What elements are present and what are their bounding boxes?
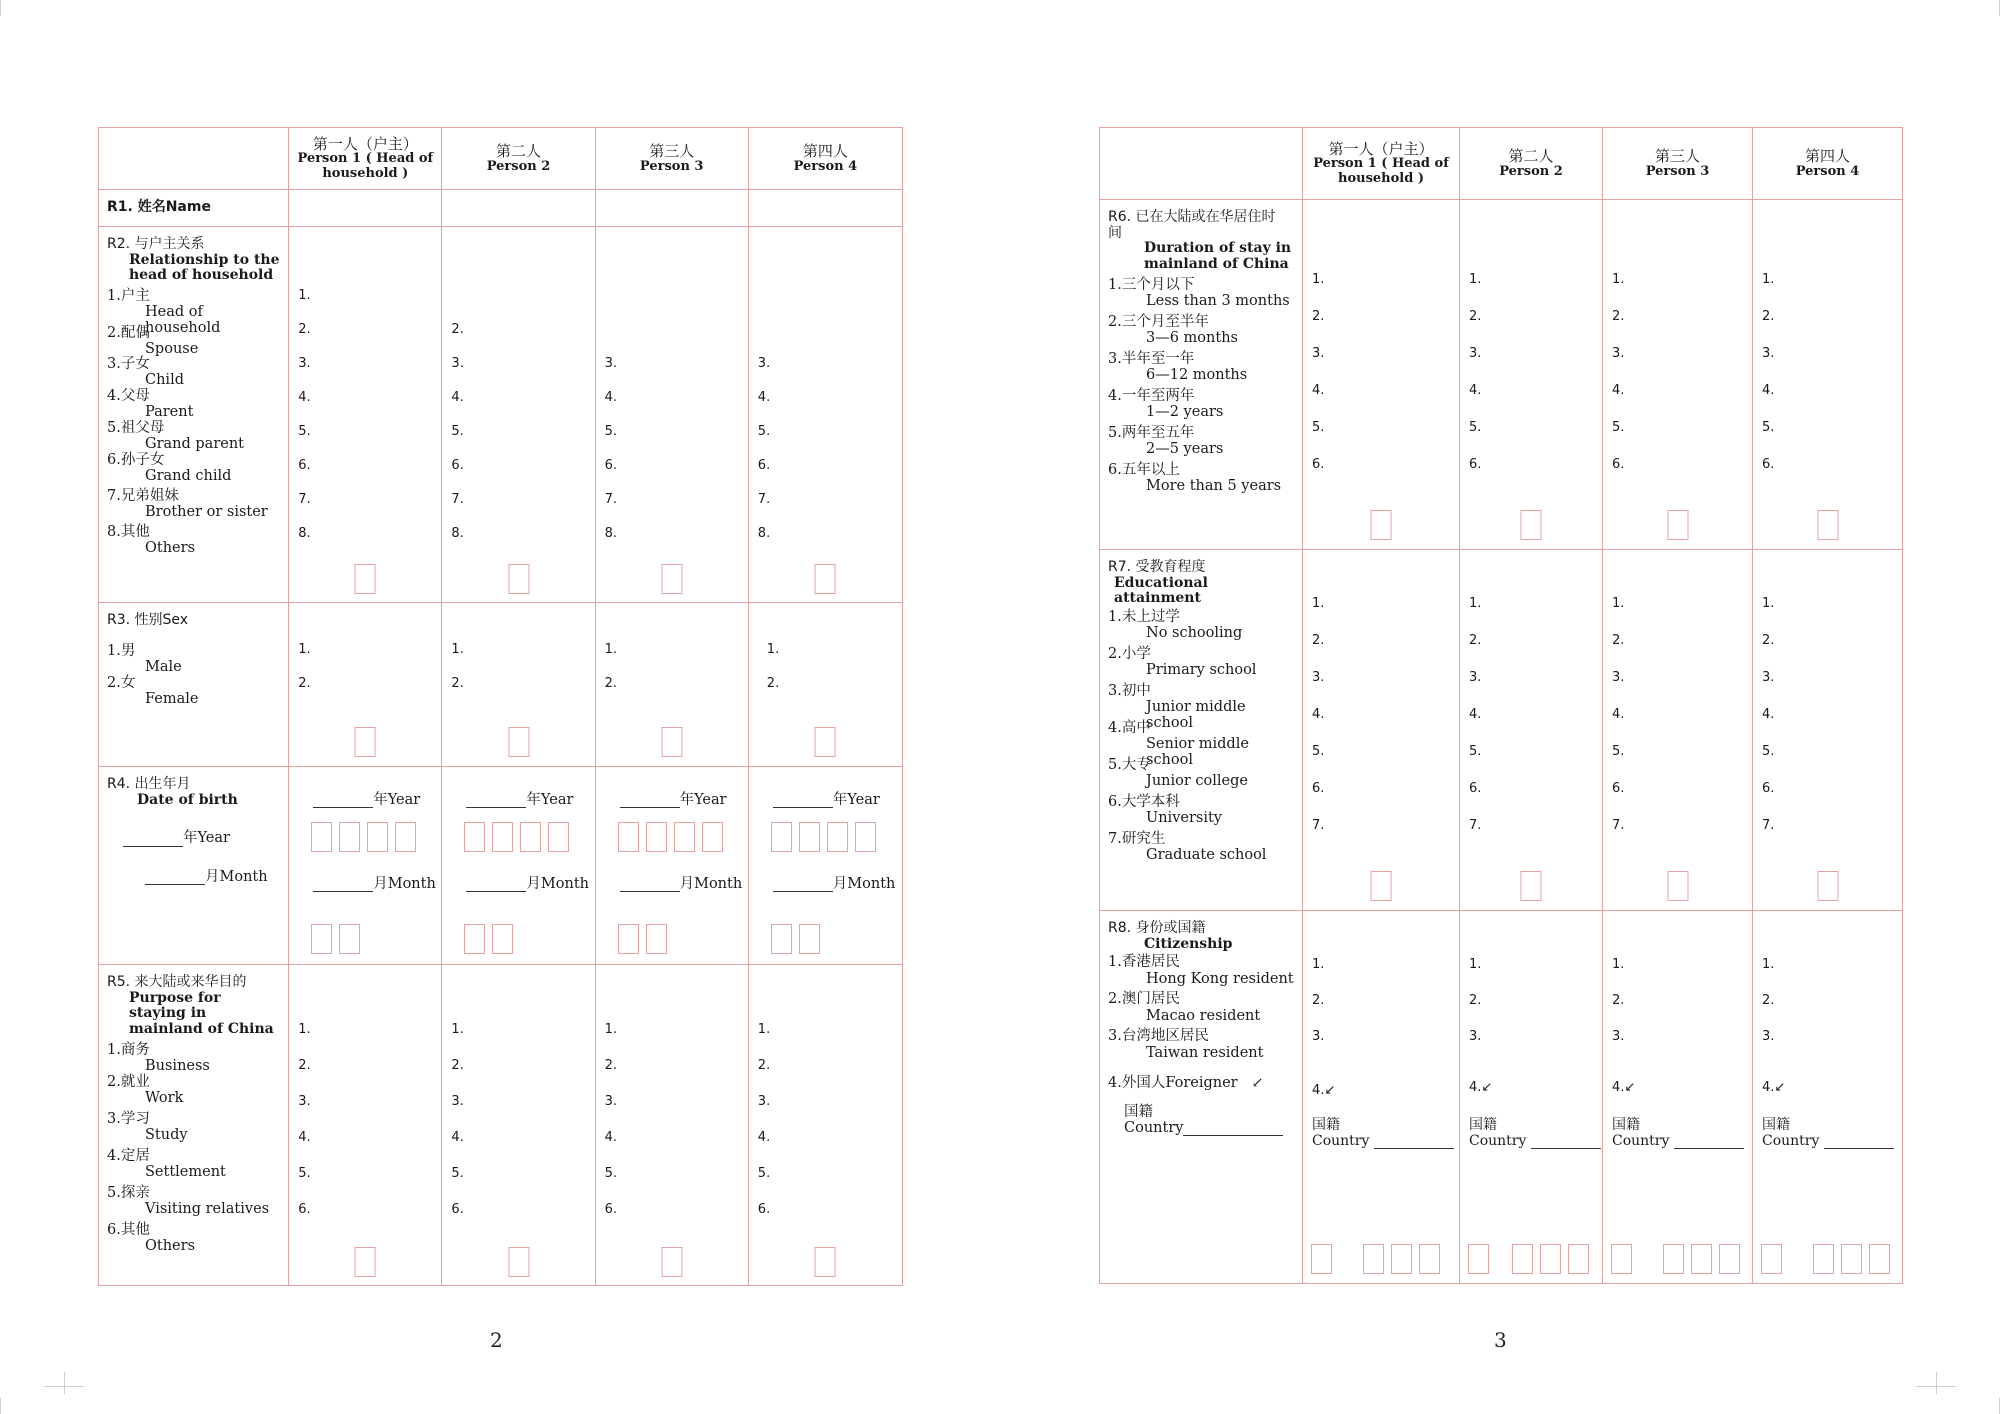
r4-p4-year-box[interactable] (855, 822, 876, 852)
r8-p2-country-box[interactable] (1568, 1244, 1589, 1274)
r5-option: 6.其他 Others (107, 1221, 196, 1254)
arrow-down-icon: ↙ (1624, 1080, 1636, 1095)
r8-p2-answers: 1. 2. 3. 4.↙ 国籍 Country (1460, 911, 1603, 1284)
r7-p1-code-box[interactable] (1371, 871, 1392, 901)
r3-option: 2.女 Female (107, 674, 199, 707)
r2-option: 8.其他 Others (107, 524, 196, 557)
r2-option: 5.祖父母 Grand parent (107, 420, 244, 453)
r5-p3-code-box[interactable] (661, 1247, 682, 1277)
crop-mark (1936, 1372, 1937, 1394)
arrow-down-icon: ↙ (1481, 1080, 1493, 1095)
r7-option: 5.大专 Junior college (1108, 757, 1248, 790)
r6-p1-answers: 1. 2. 3. 4. 5. 6. (1303, 200, 1460, 550)
r4-p3-month-box[interactable] (646, 924, 667, 954)
r5-question: R5. 来大陆或来华目的 Purpose for staying in mainland of China 1.商务 Business 2.就业 Work 3.学习 Study 4.定居 Settlement 5.探亲 Visiting relatives 6.其他 Others (99, 965, 289, 1286)
r4-p2-year-box[interactable] (492, 822, 513, 852)
crop-mark (64, 1372, 65, 1394)
r8-p1-country-box[interactable] (1363, 1244, 1384, 1274)
r4-year-line: 年Year (107, 830, 282, 846)
r6-option: 1.三个月以下 Less than 3 months (1108, 276, 1290, 309)
r4-p3-year-field[interactable]: 年Year (620, 792, 727, 808)
r7-question: R7. 受教育程度 Educational attainment 1.未上过学 No schooling 2.小学 Primary school 3.初中 Junior middle school 4.高中 Senior middle school 5.大专 Junior college 6.大学本科 University 7.研究生 Graduate school (1100, 550, 1303, 911)
r1-p4-name-field[interactable] (748, 190, 902, 227)
r8-p3-country-box[interactable] (1663, 1244, 1684, 1274)
r8-question: R8. 身份或国籍 Citizenship 1.香港居民 Hong Kong resident 2.澳门居民 Macao resident 3.台湾地区居民 Taiwan resident 4.外国人Foreigner ↙ 国籍 Country (1100, 911, 1303, 1284)
crop-mark (0, 1398, 1, 1414)
r4-p2-month-box[interactable] (464, 924, 485, 954)
r8-p1-country-box[interactable] (1391, 1244, 1412, 1274)
r8-foreigner-option: 4.外国人Foreigner ↙ (1108, 1075, 1264, 1092)
r2-option: 1.户主 Head of household (107, 288, 221, 337)
r3-p2-code-box[interactable] (508, 727, 529, 757)
r4-p4-month-box[interactable] (799, 924, 820, 954)
right-header-blank (1100, 128, 1303, 200)
r6-p4-answers: 1. 2. 3. 4. 5. 6. (1753, 200, 1903, 550)
r5-row (99, 965, 903, 1286)
r8-p1-code-box[interactable] (1311, 1244, 1332, 1274)
r6-p2-code-box[interactable] (1521, 510, 1542, 540)
r4-p1-year-box[interactable] (311, 822, 332, 852)
r8-p4-country-box[interactable] (1841, 1244, 1862, 1274)
r8-p3-country-field[interactable]: 国籍 Country (1612, 1118, 1744, 1149)
right-page-number: 3 (1494, 1328, 1507, 1352)
r6-p3-answers: 1. 2. 3. 4. 5. 6. (1603, 200, 1753, 550)
r3-p2-answers: 1. 2. (442, 603, 595, 767)
right-header-person1: 第一人（户主） Person 1 ( Head of household ) (1303, 128, 1460, 200)
r7-p4-answers: 1. 2. 3. 4. 5. 6. 7. (1753, 550, 1903, 911)
r6-option: 3.半年至一年 6—12 months (1108, 350, 1248, 383)
r7-row (1100, 550, 1903, 911)
r7-option: 1.未上过学 No schooling (1108, 609, 1243, 642)
r1-p2-name-field[interactable] (442, 190, 595, 227)
r5-p2-code-box[interactable] (508, 1247, 529, 1277)
r4-p1-year-box[interactable] (339, 822, 360, 852)
left-header-row (99, 128, 903, 190)
r7-p2-answers: 1. 2. 3. 4. 5. 6. 7. (1460, 550, 1603, 911)
r8-option: 3.台湾地区居民 Taiwan resident (1108, 1028, 1264, 1061)
r2-p2-code-box[interactable] (508, 564, 529, 594)
r5-option: 1.商务 Business (107, 1041, 210, 1074)
r4-p1-year-field[interactable]: 年Year (313, 792, 420, 808)
r2-option: 4.父母 Parent (107, 388, 194, 421)
r6-question: R6. 已在大陆或在华居住时间 Duration of stay in mainland of China 1.三个月以下 Less than 3 months 2.三个月至半年 3—6 months 3.半年至一年 6—12 months 4.一年至两年 1—2 years 5.两年至五年 2—5 years 6.五年以上 More than 5 years (1100, 200, 1303, 550)
r6-p1-code-box[interactable] (1371, 510, 1392, 540)
r8-p1-answers: 1. 2. 3. 4.↙ 国籍 Country (1303, 911, 1460, 1284)
r4-p2-year-field[interactable]: 年Year (466, 792, 573, 808)
r6-p4-code-box[interactable] (1817, 510, 1838, 540)
r1-p3-name-field[interactable] (595, 190, 748, 227)
crop-mark (1916, 1386, 1956, 1387)
r8-p1-country-box[interactable] (1419, 1244, 1440, 1274)
right-page-table (1099, 127, 1903, 1284)
r7-option: 4.高中 Senior middle school (1108, 720, 1249, 769)
r5-option: 3.学习 Study (107, 1110, 188, 1143)
left-header-person4: 第四人 Person 4 (748, 128, 902, 190)
arrow-down-icon: ↙ (1774, 1080, 1786, 1095)
r8-p3-country-box[interactable] (1719, 1244, 1740, 1274)
r1-p1-name-field[interactable] (289, 190, 442, 227)
r4-p3-month-field[interactable]: 月Month (620, 876, 743, 892)
r8-p3-country-box[interactable] (1691, 1244, 1712, 1274)
r4-p1-month-box[interactable] (311, 924, 332, 954)
r4-p1-birth (289, 767, 442, 965)
r4-p4-year-box[interactable] (799, 822, 820, 852)
r4-month-line: 月Month (107, 869, 282, 885)
r2-option: 3.子女 Child (107, 356, 184, 389)
r2-p1-code-box[interactable] (355, 564, 376, 594)
r8-option: 2.澳门居民 Macao resident (1108, 991, 1261, 1024)
r2-p3-code-box[interactable] (661, 564, 682, 594)
r4-p3-birth (595, 767, 748, 965)
r5-p1-code-box[interactable] (355, 1247, 376, 1277)
left-header-blank (99, 128, 289, 190)
r2-p3-answers: 3. 4. 5. 6. 7. 8. (595, 227, 748, 603)
r7-p1-answers: 1. 2. 3. 4. 5. 6. 7. (1303, 550, 1460, 911)
r8-p2-country-field[interactable]: 国籍 Country (1469, 1118, 1601, 1149)
left-page-number: 2 (490, 1328, 503, 1352)
r7-option: 2.小学 Primary school (1108, 646, 1257, 679)
right-header-person4: 第四人 Person 4 (1753, 128, 1903, 200)
right-header-row (1100, 128, 1903, 200)
arrow-down-icon: ↙ (1324, 1083, 1336, 1098)
r4-p2-year-box[interactable] (520, 822, 541, 852)
r3-p3-answers: 1. 2. (595, 603, 748, 767)
r1-question: R1. 姓名Name (99, 190, 289, 227)
r4-row (99, 767, 903, 965)
r8-p4-answers: 1. 2. 3. 4.↙ 国籍 Country (1753, 911, 1903, 1284)
arrow-down-icon: ↙ (1251, 1075, 1264, 1092)
r7-option: 6.大学本科 University (1108, 794, 1222, 827)
r8-p2-code-box[interactable] (1468, 1244, 1489, 1274)
r3-p3-code-box[interactable] (661, 727, 682, 757)
r6-option: 5.两年至五年 2—5 years (1108, 424, 1224, 457)
crop-mark (44, 1386, 84, 1387)
r3-option: 1.男 Male (107, 642, 182, 675)
r5-p2-answers: 1. 2. 3. 4. 5. 6. (442, 965, 595, 1286)
r4-p3-year-box[interactable] (646, 822, 667, 852)
r2-options (107, 288, 282, 556)
r3-row (99, 603, 903, 767)
r2-option: 6.孙子女 Grand child (107, 452, 232, 485)
left-header-person2: 第二人 Person 2 (442, 128, 595, 190)
r4-p2-year-box[interactable] (548, 822, 569, 852)
r2-p2-answers: 2. 3. 4. 5. 6. 7. 8. (442, 227, 595, 603)
r7-option: 3.初中 Junior middle school (1108, 683, 1246, 732)
r8-p4-country-box[interactable] (1869, 1244, 1890, 1274)
r4-p2-month-field[interactable]: 月Month (466, 876, 589, 892)
r2-p4-answers: 3. 4. 5. 6. 7. 8. (748, 227, 902, 603)
r6-row (1100, 200, 1903, 550)
r8-option: 1.香港居民 Hong Kong resident (1108, 954, 1294, 987)
r8-p1-country-field[interactable]: 国籍 Country (1312, 1118, 1454, 1149)
r6-option: 4.一年至两年 1—2 years (1108, 387, 1224, 420)
r4-p4-month-field[interactable]: 月Month (773, 876, 896, 892)
r2-option: 2.配偶 Spouse (107, 325, 199, 358)
r4-p4-year-box[interactable] (827, 822, 848, 852)
r7-p2-code-box[interactable] (1521, 871, 1542, 901)
r3-p1-answers: 1. 2. (289, 603, 442, 767)
r5-p3-answers: 1. 2. 3. 4. 5. 6. (595, 965, 748, 1286)
r3-p1-code-box[interactable] (355, 727, 376, 757)
r5-p4-answers: 1. 2. 3. 4. 5. 6. (748, 965, 902, 1286)
r3-p4-answers: 1. 2. (748, 603, 902, 767)
r5-p1-answers: 1. 2. 3. 4. 5. 6. (289, 965, 442, 1286)
r8-p4-country-field[interactable]: 国籍 Country (1762, 1118, 1894, 1149)
r8-p3-code-box[interactable] (1611, 1244, 1632, 1274)
r7-p3-answers: 1. 2. 3. 4. 5. 6. 7. (1603, 550, 1753, 911)
r2-option: 7.兄弟姐妹 Brother or sister (107, 488, 268, 521)
r4-p3-month-box[interactable] (618, 924, 639, 954)
left-header-person1: 第一人（户主） Person 1 ( Head of household ) (289, 128, 442, 190)
r3-p4-code-box[interactable] (815, 727, 836, 757)
r8-p2-country-box[interactable] (1540, 1244, 1561, 1274)
r7-p4-code-box[interactable] (1817, 871, 1838, 901)
r6-p2-answers: 1. 2. 3. 4. 5. 6. (1460, 200, 1603, 550)
r4-p2-year-box[interactable] (464, 822, 485, 852)
r4-question: R4. 出生年月 Date of birth 年Year 月Month (99, 767, 289, 965)
r1-row (99, 190, 903, 227)
r4-p3-year-box[interactable] (618, 822, 639, 852)
r4-p3-year-box[interactable] (674, 822, 695, 852)
r4-p1-year-box[interactable] (395, 822, 416, 852)
r8-p4-country-box[interactable] (1813, 1244, 1834, 1274)
right-header-person3: 第三人 Person 3 (1603, 128, 1753, 200)
crop-mark (0, 0, 1, 16)
r5-option: 4.定居 Settlement (107, 1147, 226, 1180)
r4-p1-year-box[interactable] (367, 822, 388, 852)
r3-question: R3. 性别Sex 1.男 Male 2.女 Female (99, 603, 289, 767)
r8-p3-answers: 1. 2. 3. 4.↙ 国籍 Country (1603, 911, 1753, 1284)
r6-option: 2.三个月至半年 3—6 months (1108, 313, 1238, 346)
r2-row (99, 227, 903, 603)
r6-p3-code-box[interactable] (1667, 510, 1688, 540)
r4-p2-month-box[interactable] (492, 924, 513, 954)
r5-option: 5.探亲 Visiting relatives (107, 1184, 270, 1217)
r4-p3-year-box[interactable] (702, 822, 723, 852)
r4-p4-month-box[interactable] (771, 924, 792, 954)
right-header-person2: 第二人 Person 2 (1460, 128, 1603, 200)
r4-p4-year-field[interactable]: 年Year (773, 792, 880, 808)
r4-p4-year-box[interactable] (771, 822, 792, 852)
r4-p1-month-field[interactable]: 月Month (313, 876, 436, 892)
r2-p1-answers: 1. 2. 3. 4. 5. 6. 7. 8. (289, 227, 442, 603)
r5-p4-code-box[interactable] (815, 1247, 836, 1277)
r8-row (1100, 911, 1903, 1284)
r4-p4-birth (748, 767, 902, 965)
r8-p2-country-box[interactable] (1512, 1244, 1533, 1274)
r8-country-label: 国籍 Country (1108, 1104, 1296, 1136)
r5-option: 2.就业 Work (107, 1073, 184, 1106)
r4-p2-birth (442, 767, 595, 965)
left-page-table (98, 127, 903, 1286)
r7-option: 7.研究生 Graduate school (1108, 831, 1267, 864)
r6-option: 6.五年以上 More than 5 years (1108, 461, 1282, 494)
r4-p1-month-box[interactable] (339, 924, 360, 954)
r2-question: R2. 与户主关系 Relationship to the head of household 1.户主 Head of household 2.配偶 Spouse 3.子女 Child 4.父母 Parent 5.祖父母 Grand parent 6.孙子女 Grand child 7.兄弟姐妹 Brother or sister 8.其他 Others (99, 227, 289, 603)
r7-p3-code-box[interactable] (1667, 871, 1688, 901)
left-header-person3: 第三人 Person 3 (595, 128, 748, 190)
r2-p4-code-box[interactable] (815, 564, 836, 594)
r8-p4-code-box[interactable] (1761, 1244, 1782, 1274)
